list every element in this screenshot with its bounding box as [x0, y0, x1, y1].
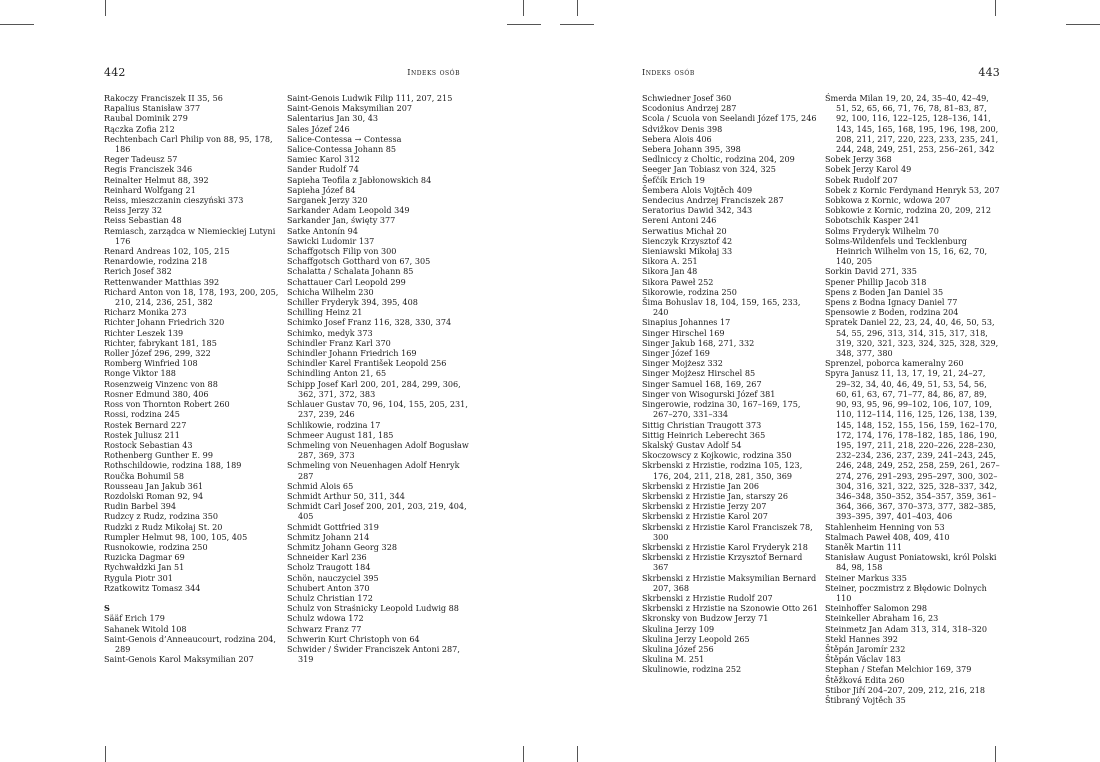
index-entry: Rygula Piotr 301: [104, 572, 173, 583]
index-entry: Reiss Sebastian 48: [104, 215, 182, 226]
index-entry: Schön, nauczyciel 395: [287, 572, 379, 583]
index-entry: Skrbenski z Hrzistie Karol Fryderyk 218: [642, 541, 808, 552]
crop-mark: [577, 746, 578, 762]
index-entry: Sarkander Adam Leopold 349: [287, 205, 410, 216]
index-entry: Sobek Jerzy Karol 49: [825, 164, 912, 175]
index-entry: Schmitz Johann 214: [287, 531, 370, 542]
index-entry: Rettenwander Matthias 392: [104, 276, 220, 287]
index-entry: Sittig Heinrich Leberecht 365: [642, 429, 766, 440]
index-entry: Skrbenski z Hrzistie na Szonowie Otto 261: [642, 603, 818, 614]
index-entry: Schindler Johann Friedrich 169: [287, 348, 417, 359]
index-entry: Stahlenheim Henning von 53: [825, 521, 945, 532]
index-entry: Schmid Alois 65: [287, 480, 354, 491]
index-entry: Reger Tadeusz 57: [104, 154, 178, 165]
index-entry: Rosner Edmund 380, 406: [104, 388, 209, 399]
index-entry: Sdvižkov Denis 398: [642, 123, 723, 134]
index-entry: Scola / Scuola von Seelandi Józef 175, 246: [642, 113, 817, 124]
index-entry: Sorkin David 271, 335: [825, 266, 917, 277]
index-entry: Stibor Jiří 204–207, 209, 212, 216, 218: [825, 684, 986, 695]
index-entry: Sikorowie, rodzina 250: [642, 286, 737, 297]
index-entry: Schmitz Johann Georg 328: [287, 541, 397, 552]
index-entry: Sobkowie z Kornic, rodzina 20, 209, 212: [825, 205, 992, 216]
index-entry: Skrbenski z Hrzistie Maksymilian Bernard 207, 368: [642, 572, 817, 593]
index-entry: Singer Mojżesz 332: [642, 358, 723, 369]
index-entry: Steinhoffer Salomon 298: [825, 603, 928, 614]
index-entry: Solms-Wildenfels und Tecklenburg Heinrich Wilhelm von 15, 16, 62, 70, 140, 205: [825, 235, 988, 267]
index-entry: Skulinowie, rodzina 252: [642, 664, 742, 675]
index-entry: Sinapius Johannes 17: [642, 317, 731, 328]
index-entry: Raubal Dominik 279: [104, 113, 188, 124]
index-entry: Schmidt Carl Josef 200, 201, 203, 219, 404, 405: [287, 501, 467, 522]
index-entry: Stekl Hannes 392: [825, 633, 898, 644]
index-entry: Spensowie z Boden, rodzina 204: [825, 307, 959, 318]
index-entry: Sahanek Witold 108: [104, 623, 187, 634]
index-entry: Singer Samuel 168, 169, 267: [642, 378, 762, 389]
index-entry: Stalmach Paweł 408, 409, 410: [825, 531, 950, 542]
index-entry: Remiasch, zarządca w Niemieckiej Lutyni 176: [104, 225, 276, 246]
index-entry: Sereni Antoni 246: [642, 215, 717, 226]
index-entry: Rychwałdzki Jan 51: [104, 562, 185, 573]
running-header: [640, 66, 1000, 78]
index-entry: Spener Phillip Jacob 318: [825, 276, 927, 287]
page-number: 442: [104, 66, 126, 79]
index-entry: Schindler Franz Karl 370: [287, 337, 391, 348]
index-entry: Rostek Bernard 227: [104, 419, 187, 430]
index-entry: Seeger Jan Tobiasz von 324, 325: [642, 164, 776, 175]
index-entry: Rumpler Helmut 98, 100, 105, 405: [104, 531, 248, 542]
running-header: [100, 66, 470, 78]
index-entry: Rudzki z Rudz Mikołaj St. 20: [104, 521, 223, 532]
index-entry: Schulz wdowa 172: [287, 613, 364, 624]
index-entry: Skoczowscy z Kojkowic, rodzina 350: [642, 450, 792, 461]
index-entry: Schmeling von Neuenhagen Adolf Henryk 287: [287, 460, 460, 481]
index-entry: Rozdolski Roman 92, 94: [104, 490, 204, 501]
right-page: [640, 0, 1000, 762]
index-entry: Sääf Erich 179: [104, 613, 165, 624]
index-entry: Schwider / Świder Franciszek Antoni 287, 319: [287, 643, 460, 665]
index-column: [104, 93, 284, 664]
index-entry: Rusnokowie, rodzina 250: [104, 541, 208, 552]
index-entry: Ruzicka Dagmar 69: [104, 552, 185, 563]
index-entry: Schattauer Carl Leopold 299: [287, 276, 406, 287]
index-entry: Saint-Genois Karol Maksymilian 207: [104, 654, 254, 665]
crop-mark: [1066, 24, 1100, 25]
index-entry: Solms Fryderyk Wilhelm 70: [825, 225, 939, 236]
index-entry: Schmeer August 181, 185: [287, 429, 394, 440]
index-entry: Singerowie, rodzina 30, 167–169, 175, 267–270, 331–334: [642, 399, 801, 420]
index-entry: Stanisław August Poniatowski, król Polski 84, 98, 158: [825, 552, 997, 573]
index-entry: Sedlniccy z Choltic, rodzina 204, 209: [642, 154, 795, 165]
index-entry: Seratorius Dawid 342, 343: [642, 205, 753, 216]
index-entry: Rothschildowie, rodzina 188, 189: [104, 460, 242, 471]
index-entry: Skulina Józef 256: [642, 643, 714, 654]
running-title: Indeks osób: [407, 67, 460, 77]
index-entry: Scholz Traugott 184: [287, 562, 371, 573]
index-entry: Schicha Wilhelm 230: [287, 286, 374, 297]
index-entry: Ronge Viktor 188: [104, 368, 176, 379]
index-entry: Sikora A. 251: [642, 256, 698, 267]
index-entry: Schindling Anton 21, 65: [287, 368, 387, 379]
index-entry: Schlikowie, rodzina 17: [287, 419, 381, 430]
index-entry: Salentarius Jan 30, 43: [287, 113, 379, 124]
left-page: [100, 0, 470, 762]
index-entry: Schiller Fryderyk 394, 395, 408: [287, 297, 418, 308]
index-entry: Schlauer Gustav 70, 96, 104, 155, 205, 231, 237, 239, 246: [287, 399, 468, 420]
index-entry: Renardowie, rodzina 218: [104, 256, 208, 267]
index-entry: Šima Bohuslav 18, 104, 159, 165, 233, 240: [642, 297, 801, 318]
index-entry: Skrbenski z Hrzistie Krzysztof Bernard 367: [642, 552, 803, 573]
index-entry: Samiec Karol 312: [287, 154, 360, 165]
index-entry: Sebera Johann 395, 398: [642, 144, 741, 155]
index-entry: Rossi, rodzina 245: [104, 409, 180, 420]
index-entry: Rakoczy Franciszek II 35, 56: [104, 93, 223, 103]
index-entry: Steinmetz Jan Adam 313, 314, 318–320: [825, 623, 988, 634]
index-entry: Sprenzel, poborca kameralny 260: [825, 358, 964, 369]
index-entry: Schaffgotsch Gotthard von 67, 305: [287, 256, 431, 267]
index-entry: Steiner, poczmistrz z Błędowic Dolnych 110: [825, 582, 987, 603]
index-entry: Skrbenski z Hrzistie, rodzina 105, 123, 176, 204, 211, 218, 281, 350, 369: [642, 460, 803, 481]
index-entry: Skrbenski z Hrzistie Rudolf 207: [642, 592, 773, 603]
index-entry: Richter, fabrykant 181, 185: [104, 337, 217, 348]
section-letter: S: [104, 603, 110, 614]
index-entry: Rechtenbach Carl Philip von 88, 95, 178, 186: [104, 133, 273, 155]
index-entry: Staněk Martin 111: [825, 541, 903, 552]
index-entry: Rosenzweig Vinzenc von 88: [104, 378, 218, 389]
index-entry: Schmeling von Neuenhagen Adolf Bogusław 287, 369, 373: [287, 439, 469, 461]
index-entry: Sebera Alois 406: [642, 133, 712, 144]
index-entry: Richarz Monika 273: [104, 307, 187, 318]
index-entry: Sarganek Jerzy 320: [287, 195, 368, 206]
index-entry: Singer Jakub 168, 271, 332: [642, 337, 755, 348]
index-entry: Roučka Bohumil 58: [104, 470, 184, 481]
index-entry: Saint-Genois Maksymilian 207: [287, 103, 413, 114]
crop-mark: [560, 24, 594, 25]
index-entry: Richard Anton von 18, 178, 193, 200, 205, 210, 214, 236, 251, 382: [104, 286, 279, 308]
index-entry: Schalatta / Schalata Johann 85: [287, 266, 414, 277]
index-entry: Spens z Boden Jan Daniel 35: [825, 286, 944, 297]
index-entry: Renard Andreas 102, 105, 215: [104, 246, 230, 257]
index-entry: Saint-Genois d’Anneaucourt, rodzina 204, 289: [104, 633, 276, 654]
index-entry: Schwarz Franz 77: [287, 623, 362, 634]
index-entry: Rudzcy z Rudz, rodzina 350: [104, 511, 219, 522]
index-entry: Rerich Josef 382: [104, 266, 172, 277]
index-entry: Štěžková Edita 260: [825, 674, 905, 685]
index-entry: Skrbenski z Hrzistie Karol 207: [642, 511, 768, 522]
index-entry: Štěpán Jaromír 232: [825, 643, 906, 654]
index-entry: Sarkander Jan, święty 377: [287, 215, 396, 226]
index-entry: Sapieha Teofila z Jabłonowskich 84: [287, 174, 432, 185]
index-entry: Schindler Karel František Leopold 256: [287, 358, 447, 369]
index-entry: Serwatius Michał 20: [642, 225, 727, 236]
index-entry: Reiss, mieszczanin cieszyński 373: [104, 195, 244, 206]
crop-mark: [523, 746, 524, 762]
index-entry: Sobotschik Kasper 241: [825, 215, 920, 226]
index-entry: Schipp Josef Karl 200, 201, 284, 299, 306, 362, 371, 372, 383: [287, 378, 461, 399]
index-entry: Skrbenski z Hrzistie Jan 206: [642, 480, 759, 491]
crop-mark: [0, 24, 34, 25]
index-entry: Rzatkowitz Tomasz 344: [104, 582, 201, 593]
index-entry: Schmidt Arthur 50, 311, 344: [287, 490, 405, 501]
index-entry: Śmerda Milan 19, 20, 24, 35–40, 42–49, 51, 52, 65, 66, 71, 76, 78, 81–83, 87, 92, 100, 116, 122–125, 128–136, 141, 143, 145, 165, 168, 195, 196, 198, 200, 208, 211, 217, 220, 223, 233, 235, 241, 244, 248, 249, 251, 253, 256–261, 342: [825, 93, 999, 155]
index-entry: Rousseau Jan Jakub 361: [104, 480, 204, 491]
index-entry: Rothenberg Gunther E. 99: [104, 450, 213, 461]
index-entry: Sobek z Kornic Ferdynand Henryk 53, 207: [825, 184, 1000, 195]
index-entry: Singer Hirschel 169: [642, 327, 725, 338]
index-entry: Rapalius Stanisław 377: [104, 103, 201, 114]
index-entry: Singer von Wisogurski Józef 381: [642, 388, 776, 399]
index-entry: Richter Johann Friedrich 320: [104, 317, 225, 328]
index-entry: Steiner Markus 335: [825, 572, 907, 583]
index-entry: Rostek Juliusz 211: [104, 429, 180, 440]
index-entry: Scodonius Andrzej 287: [642, 103, 737, 114]
index-column: [642, 93, 818, 675]
index-entry: Sawicki Ludomir 137: [287, 235, 375, 246]
index-entry: Schulz von Straśnicky Leopold Ludwig 88: [287, 603, 459, 614]
index-entry: Regis Franciszek 346: [104, 164, 193, 175]
index-entry: Schimko Josef Franz 116, 328, 330, 374: [287, 317, 452, 328]
running-title: Indeks osób: [642, 67, 695, 77]
index-entry: Sobkowa z Kornic, wdowa 207: [825, 195, 951, 206]
index-entry: Sobek Jerzy 368: [825, 154, 892, 165]
index-entry: Salice-Contessa → Contessa: [287, 133, 402, 144]
index-entry: Rostock Sebastian 43: [104, 439, 193, 450]
index-entry: Sendecius Andrzej Franciszek 287: [642, 195, 784, 206]
index-entry: Ross von Thornton Robert 260: [104, 399, 230, 410]
index-entry: Skalský Gustav Adolf 54: [642, 439, 742, 450]
index-entry: Schubert Anton 370: [287, 582, 370, 593]
index-entry: Singer Mojżesz Hirschel 85: [642, 368, 756, 379]
index-entry: Schwerin Kurt Christoph von 64: [287, 633, 420, 644]
index-entry: Sikora Paweł 252: [642, 276, 714, 287]
index-entry: Sikora Jan 48: [642, 266, 698, 277]
section-spacer: [104, 593, 284, 603]
index-entry: Sobek Rudolf 207: [825, 174, 898, 185]
index-entry: Šembera Alois Vojtěch 409: [642, 184, 753, 195]
index-entry: Skrbenski z Hrzistie Jerzy 207: [642, 501, 767, 512]
crop-mark: [523, 0, 524, 16]
crop-mark: [507, 24, 541, 25]
index-entry: Reinalter Helmut 88, 392: [104, 174, 209, 185]
index-entry: Saint-Genois Ludwik Filip 111, 207, 215: [287, 93, 453, 103]
page-number: 443: [978, 66, 1000, 79]
index-entry: Sapieha Józef 84: [287, 184, 356, 195]
index-entry: Schwiedner Josef 360: [642, 93, 732, 103]
index-entry: Romberg Winfried 108: [104, 358, 198, 369]
index-entry: Satke Antonín 94: [287, 225, 358, 236]
index-entry: Šefčík Erich 19: [642, 174, 705, 185]
index-entry: Steinkeller Abraham 16, 23: [825, 613, 939, 624]
index-entry: Skulina Jerzy Leopold 265: [642, 633, 750, 644]
index-entry: Schilling Heinz 21: [287, 307, 363, 318]
index-entry: Singer Józef 169: [642, 348, 710, 359]
index-entry: Schneider Karl 236: [287, 552, 367, 563]
index-entry: Schmidt Gottfried 319: [287, 521, 379, 532]
index-entry: Skrbenski z Hrzistie Karol Franciszek 78, 300: [642, 521, 813, 542]
index-entry: Stephan / Stefan Melchior 169, 379: [825, 664, 972, 675]
index-entry: Sittig Christian Traugott 373: [642, 419, 762, 430]
index-column: [825, 93, 1000, 705]
index-entry: Sienczyk Krzysztof 42: [642, 235, 733, 246]
index-entry: Spratek Daniel 22, 23, 24, 40, 46, 50, 53, 54, 55, 296, 313, 314, 315, 317, 318, 319, 320, 321, 323, 324, 325, 328, 329, 348, 377, 380: [825, 317, 999, 359]
index-entry: Spyra Janusz 11, 13, 17, 19, 21, 24–27, 29–32, 34, 40, 46, 49, 51, 53, 54, 56, 60, 61, 63, 67, 71–77, 84, 86, 87, 89, 90, 93, 95, 96, 99–102, 106, 107, 109, 110, 112–114, 116, 125, 126, 138, 139, 145, 148, 152, 155, 156, 159, 162–170, 172, 174, 176, 178–182, 185, 186, 190, 195, 197, 211, 218, 220–226, 228–230, 232–234, 236, 237, 239, 241–243, 245, 246, 248, 249, 252, 258, 259, 261, 267–274, 276, 291–293, 295–297, 300, 302–304, 316, 321, 322, 325, 328–337, 342, 346–348, 350–352, 354–357, 359, 361–364, 366, 367, 370–373, 377, 382–385, 393–395, 397, 401–403, 406: [825, 368, 1000, 522]
index-entry: Skronsky von Budzow Jerzy 71: [642, 613, 769, 624]
index-entry: Rączka Zofia 212: [104, 123, 175, 134]
index-column: [287, 93, 469, 664]
index-entry: Richter Leszek 139: [104, 327, 184, 338]
index-entry: Roller Józef 296, 299, 322: [104, 348, 211, 359]
crop-mark: [577, 0, 578, 16]
index-entry: Salice-Contessa Johann 85: [287, 144, 397, 155]
index-entry: Reiss Jerzy 32: [104, 205, 162, 216]
index-entry: Spens z Bodna Ignacy Daniel 77: [825, 297, 958, 308]
index-entry: Sander Rudolf 74: [287, 164, 359, 175]
index-entry: Skulina M. 251: [642, 654, 705, 665]
index-entry: Skrbenski z Hrzistie Jan, starszy 26: [642, 490, 789, 501]
index-entry: Sales Józef 246: [287, 123, 350, 134]
index-entry: Reinhard Wolfgang 21: [104, 184, 196, 195]
index-entry: Skulina Jerzy 109: [642, 623, 715, 634]
index-entry: Schimko, medyk 373: [287, 327, 373, 338]
index-entry: Sieniawski Mikołaj 33: [642, 246, 733, 257]
index-entry: Štibraný Vojtěch 35: [825, 694, 906, 705]
index-entry: Schulz Christian 172: [287, 592, 373, 603]
index-entry: Štěpán Václav 183: [825, 654, 901, 665]
index-entry: Schaffgotsch Filip von 300: [287, 246, 397, 257]
index-entry: Rudin Barbel 394: [104, 501, 177, 512]
